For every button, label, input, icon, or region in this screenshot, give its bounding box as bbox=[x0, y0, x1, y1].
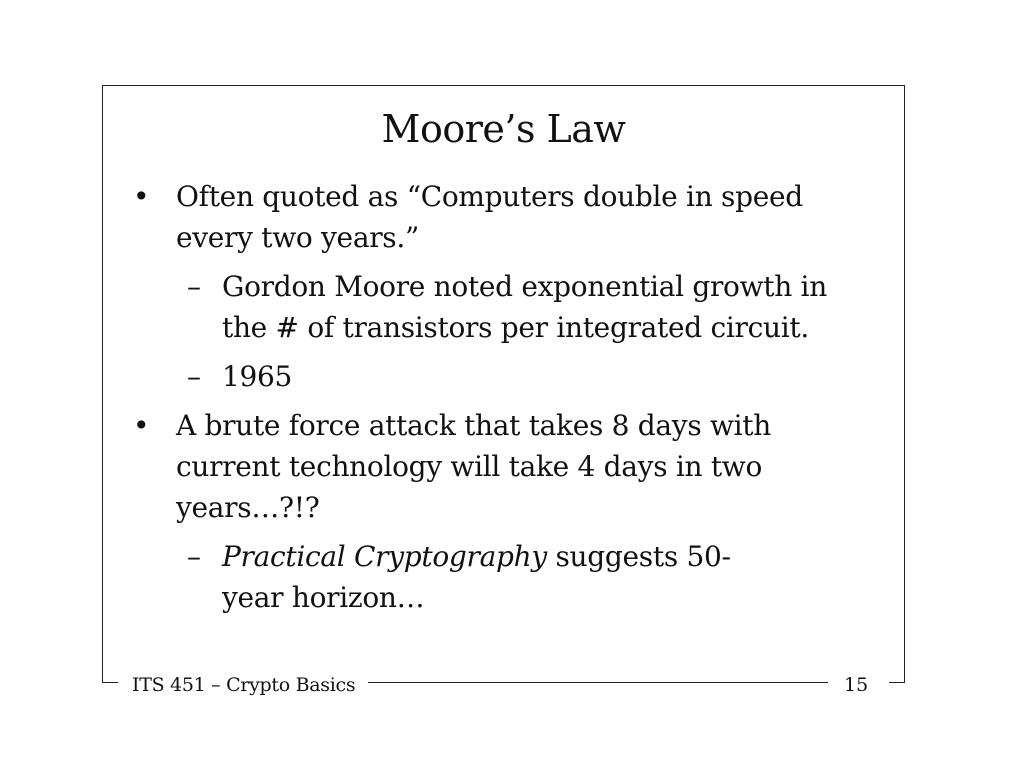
sub-item-2-1-rest: suggests 50-year horizon… bbox=[222, 540, 731, 614]
sub-item-1-2: 1965 bbox=[222, 360, 293, 393]
dash-icon: – bbox=[187, 360, 201, 393]
bullet-item-1: Often quoted as “Computers double in speed every two years.” bbox=[176, 180, 803, 254]
bullet-item-2: A brute force attack that takes 8 days with current technology will take 4 days in two years…?!? bbox=[176, 409, 771, 524]
footer-divider bbox=[368, 682, 828, 683]
dash-icon: – bbox=[187, 270, 201, 303]
sub-item-2-1 bbox=[222, 536, 782, 618]
page-number: 15 bbox=[844, 674, 869, 696]
dash-icon: – bbox=[187, 540, 201, 573]
sub-item-1-1: Gordon Moore noted exponential growth in the # of transistors per integrated circuit. bbox=[222, 270, 827, 344]
book-title: Practical Cryptography bbox=[222, 540, 547, 573]
footer-course: ITS 451 – Crypto Basics bbox=[132, 674, 356, 696]
bullet-icon: • bbox=[133, 409, 150, 442]
bullet-icon: • bbox=[133, 180, 150, 213]
slide-title: Moore’s Law bbox=[381, 107, 626, 151]
